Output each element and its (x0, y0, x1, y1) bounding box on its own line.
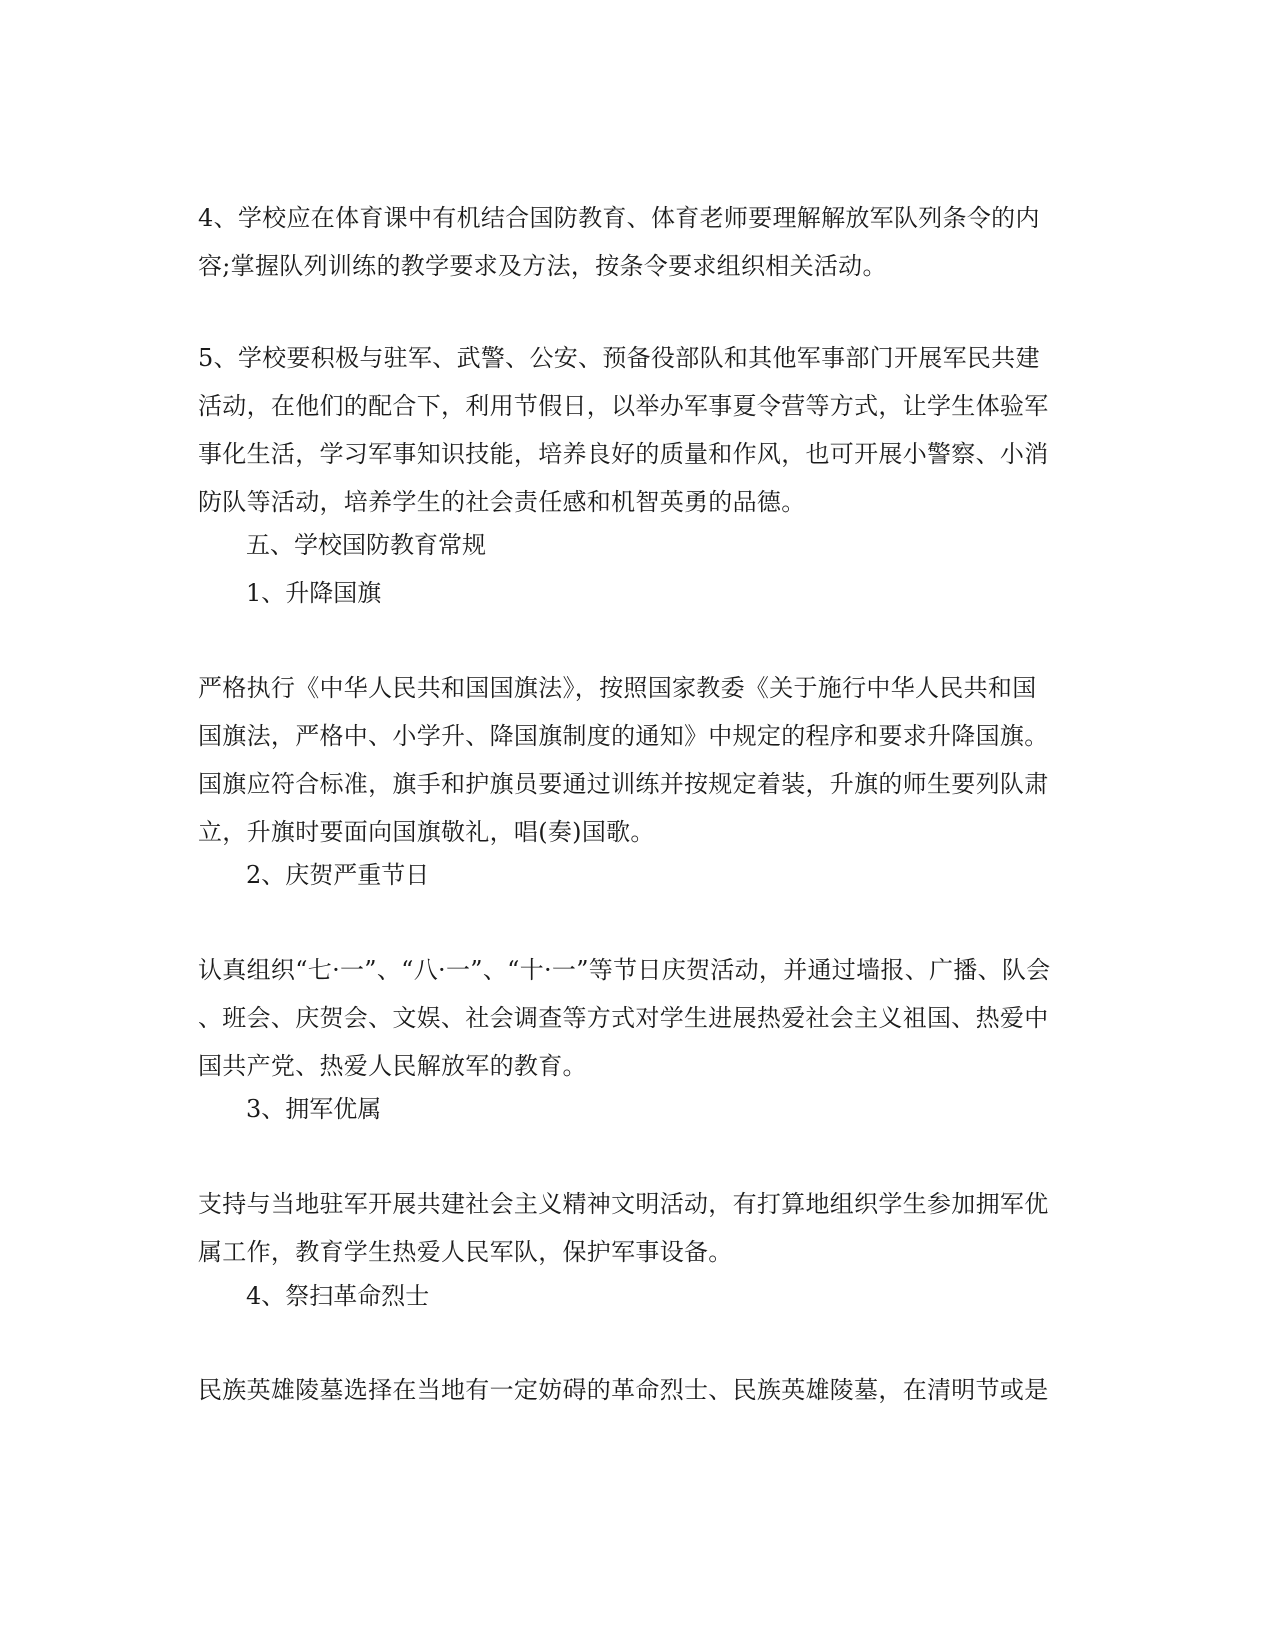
paragraph-army (198, 1180, 1084, 1276)
text-line: 防队等活动，培养学生的社会责任感和机智英勇的品德。 (198, 488, 806, 516)
subheading-flag: 1、升降国旗 (246, 579, 382, 607)
text-line: 认真组织“七·一”、“八·一”、“十·一”等节日庆贺活动，并通过墙报、广播、队会 (198, 956, 1051, 984)
text-line: 容;掌握队列训练的教学要求及方法，按条令要求组织相关活动。 (198, 252, 887, 280)
text-line: 活动，在他们的配合下，利用节假日，以举办军事夏令营等方式，让学生体验军 (198, 392, 1049, 420)
text-line: 属工作，教育学生热爱人民军队，保护军事设备。 (198, 1238, 733, 1266)
text-line: 国旗法，严格中、小学升、降国旗制度的通知》中规定的程序和要求升降国旗。 (198, 722, 1049, 750)
text-line: 国旗应符合标准，旗手和护旗员要通过训练并按规定着装，升旗的师生要列队肃 (198, 770, 1049, 798)
text-line: 立，升旗时要面向国旗敬礼，唱(奏)国歌。 (198, 818, 655, 846)
paragraph-festival (198, 946, 1084, 1090)
text-line: 民族英雄陵墓选择在当地有一定妨碍的革命烈士、民族英雄陵墓，在清明节或是 (198, 1376, 1049, 1404)
paragraph-flag (198, 664, 1084, 856)
paragraph-martyrs (198, 1366, 1084, 1414)
section-heading: 五、学校国防教育常规 (246, 531, 486, 559)
text-line: 国共产党、热爱人民解放军的教育。 (198, 1052, 587, 1080)
text-line: 严格执行《中华人民共和国国旗法》，按照国家教委《关于施行中华人民共和国 (198, 674, 1037, 702)
paragraph-item-4 (198, 194, 1084, 290)
paragraph-item-5 (198, 334, 1084, 526)
text-line: 5、学校要积极与驻军、武警、公安、预备役部队和其他军事部门开展军民共建 (198, 344, 1040, 372)
subheading-martyrs: 4、祭扫革命烈士 (246, 1282, 430, 1310)
text-line: 、班会、庆贺会、文娱、社会调查等方式对学生进展热爱社会主义祖国、热爱中 (198, 1004, 1049, 1032)
subheading-army: 3、拥军优属 (246, 1095, 382, 1123)
text-line: 支持与当地驻军开展共建社会主义精神文明活动，有打算地组织学生参加拥军优 (198, 1190, 1049, 1218)
subheading-festival: 2、庆贺严重节日 (246, 861, 430, 889)
text-line: 4、学校应在体育课中有机结合国防教育、体育老师要理解解放军队列条令的内 (198, 204, 1040, 232)
text-line: 事化生活，学习军事知识技能，培养良好的质量和作风，也可开展小警察、小消 (198, 440, 1049, 468)
